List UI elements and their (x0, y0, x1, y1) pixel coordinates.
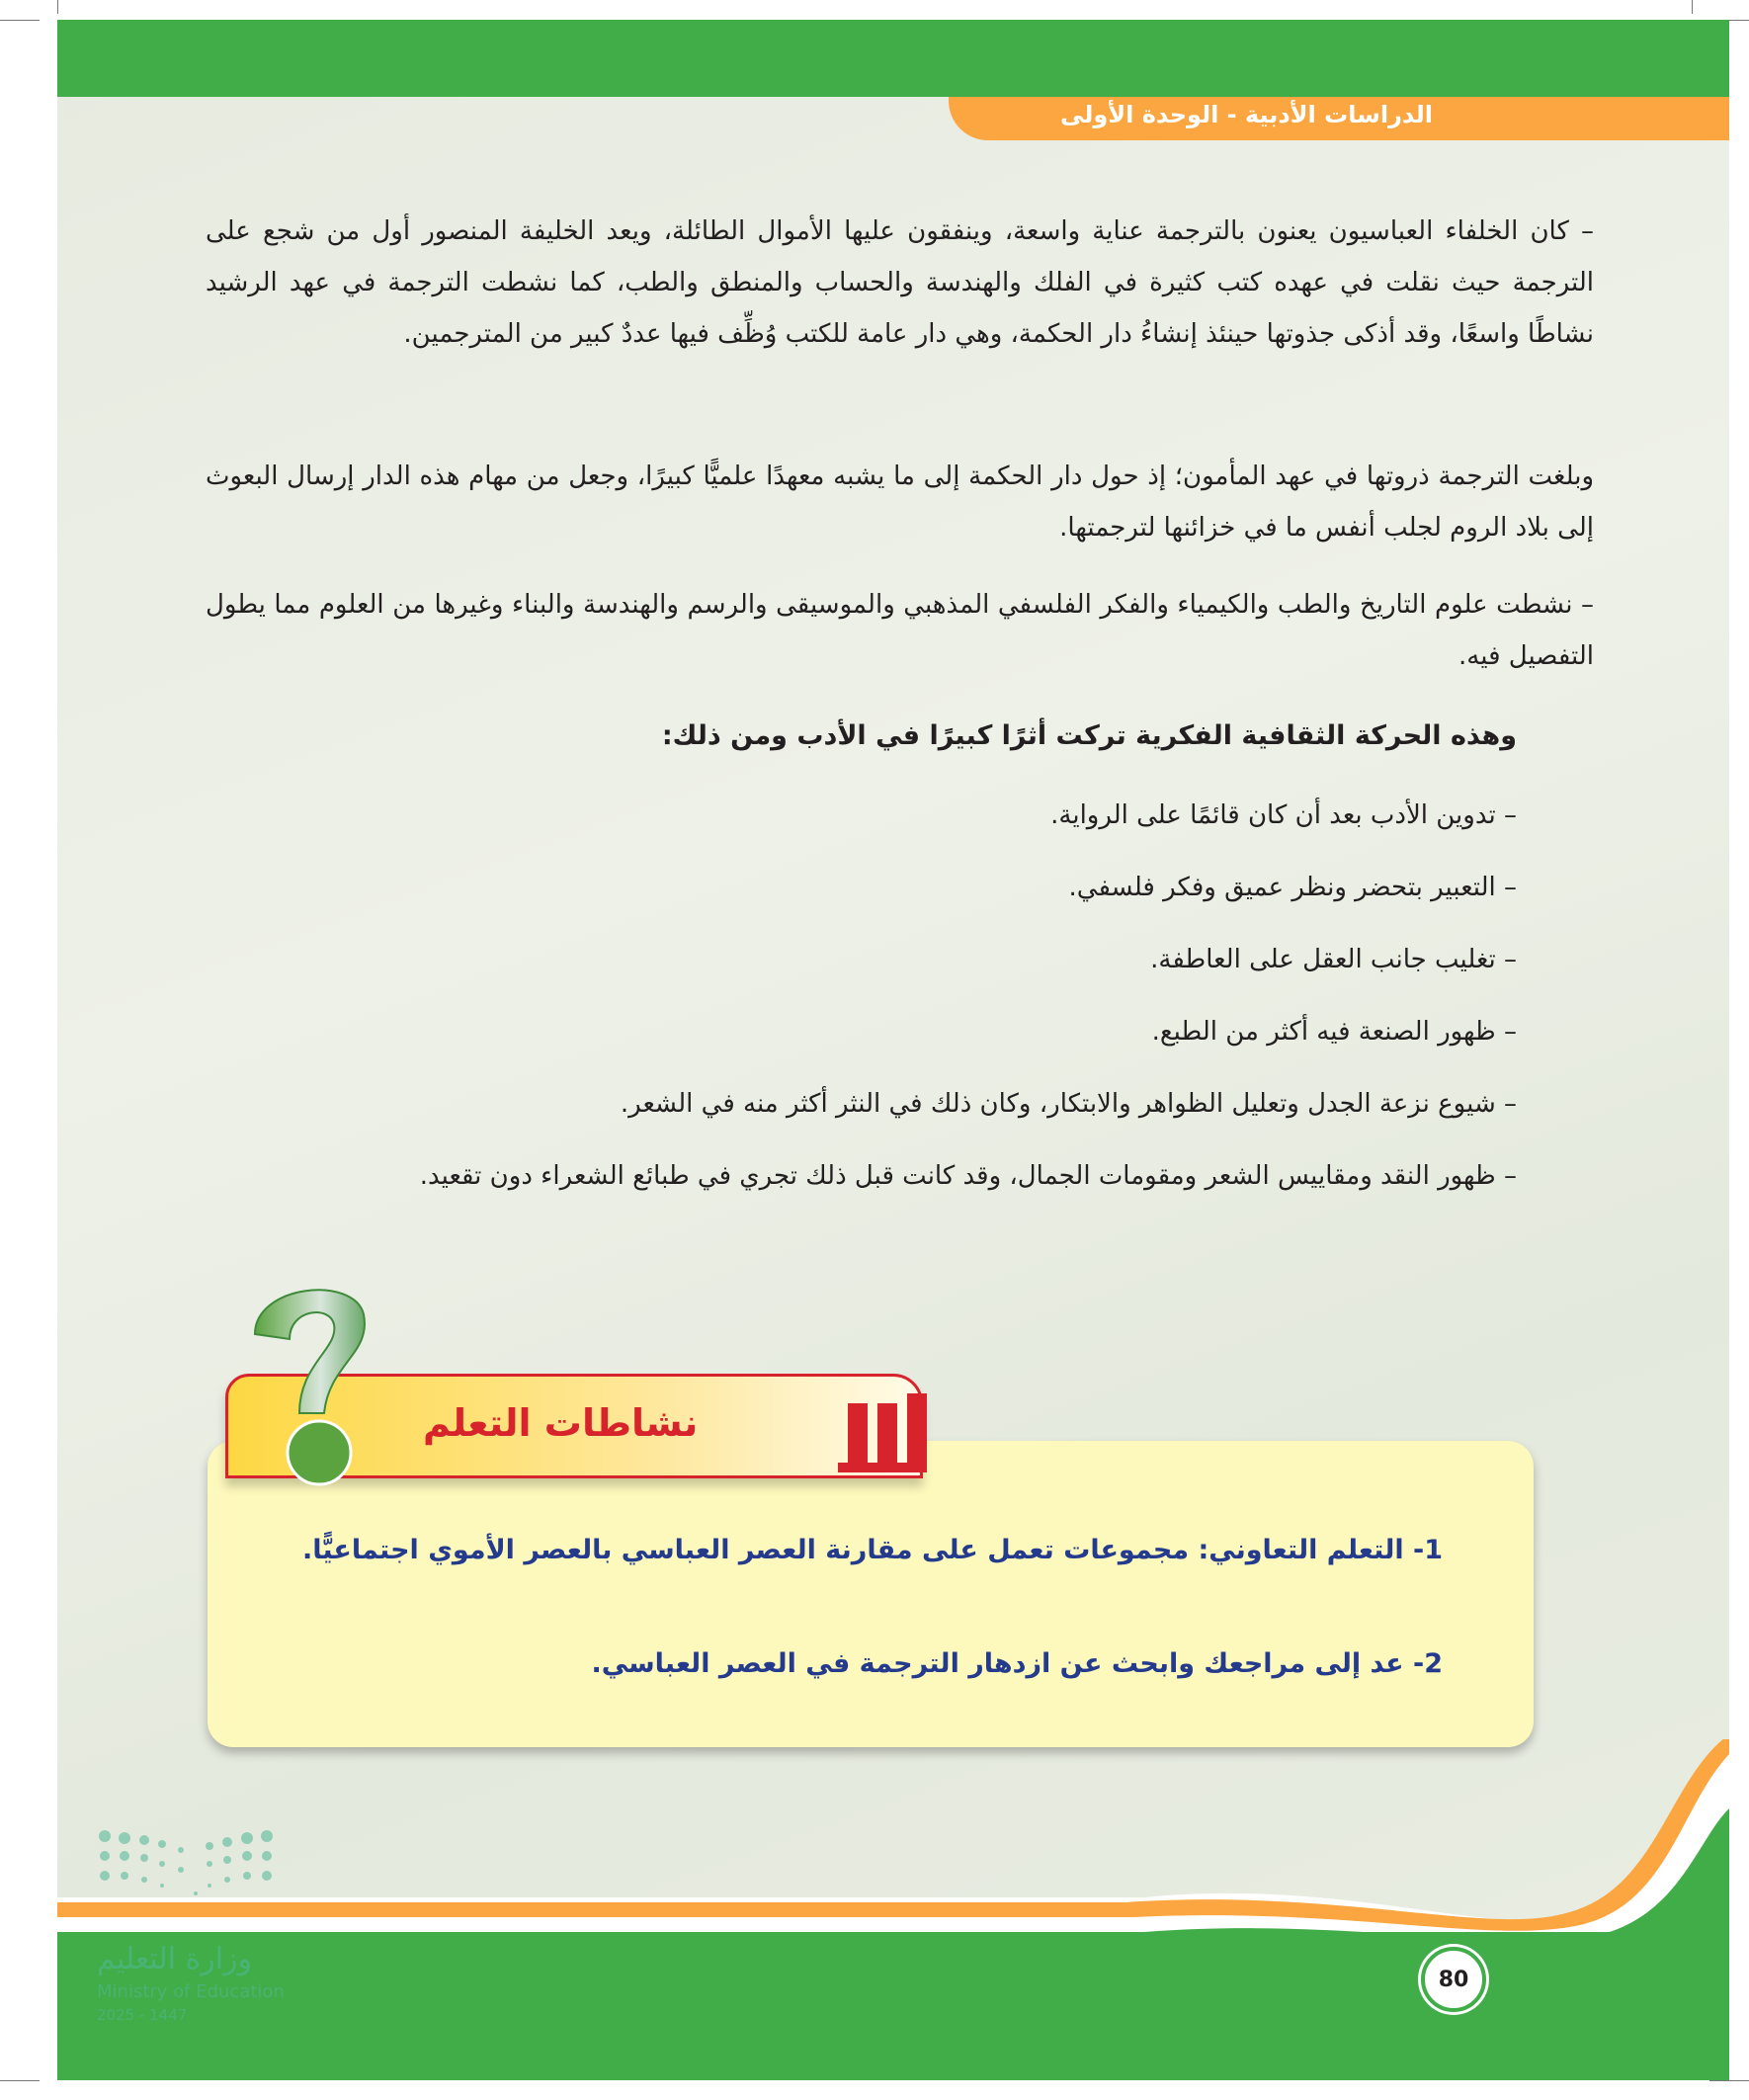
unit-header-bar (949, 97, 1729, 140)
page-number: 80 (1421, 1947, 1486, 2012)
banner-ribbon-icon (828, 1384, 937, 1477)
question-mark-icon (245, 1275, 393, 1492)
activity-item-2: 2- عد إلى مراجعك وابحث عن ازدهار الترجمة في العصر العباسي. (591, 1648, 1443, 1679)
activities-title: نشاطات التعلم (423, 1401, 699, 1445)
paragraph-1: – كان الخلفاء العباسيون يعنون بالترجمة عناية واسعة، وينفقون عليها الأموال الطائلة، ويعد الخليفة المنصور أول من شجع على الترجمة حيث نقلت في عهده كتب كثيرة في الفلك والهندسة والحساب والمنطق والطب، كما نشطت الترجمة في عهد الرشيد نشاطًا واسعًا، وقد أذكى جذوتها حينئذ إنشاءُ دار الحكمة، وهي دار عامة للكتب وُظِّف فيها عددٌ كبير من المترجمين. (206, 216, 1594, 349)
activities-box (208, 1441, 1534, 1747)
ministry-year: 2025 - 1447 (97, 2006, 188, 2024)
effect-item: – شيوع نزعة الجدل وتعليل الظواهر والابتكار، وكان ذلك في النثر أكثر منه في الشعر. (620, 1089, 1517, 1119)
effect-item: – تدوين الأدب بعد أن كان قائمًا على الرواية. (1050, 800, 1517, 830)
effect-item: – التعبير بتحضر ونظر عميق وفكر فلسفي. (1068, 873, 1517, 902)
effect-item: – ظهور الصنعة فيه أكثر من الطبع. (1151, 1017, 1517, 1047)
bottom-green-band (57, 1932, 1729, 2080)
textbook-page (57, 20, 1729, 2080)
activity-item-1: 1- التعلم التعاوني: مجموعات تعمل على مقارنة العصر العباسي بالعصر الأموي اجتماعيًّا. (301, 1535, 1443, 1565)
paragraph-3: – نشطت علوم التاريخ والطب والكيمياء والفكر الفلسفي المذهبي والموسيقى والرسم والهندسة والبناء وغيرها من العلوم مما يطول التفصيل فيه. (206, 590, 1594, 671)
footer-wave (57, 1739, 1729, 1957)
ministry-name-english: Ministry of Education (97, 1981, 285, 2002)
paragraph-2: وبلغت الترجمة ذروتها في عهد المأمون؛ إذ حول دار الحكمة إلى ما يشبه معهدًا علميًّا كبيرًا، وجعل من مهام هذه الدار إرسال البعوث إلى بلاد الروم لجلب أنفس ما في خزائنها لترجمتها. (206, 462, 1594, 543)
effects-heading: وهذه الحركة الثقافية الفكرية تركت أثرًا كبيرًا في الأدب ومن ذلك: (661, 720, 1517, 751)
unit-header-title: الدراسات الأدبية - الوحدة الأولى (1060, 101, 1433, 128)
effect-item: – ظهور النقد ومقاييس الشعر ومقومات الجمال، وقد كانت قبل ذلك تجري في طبائع الشعراء دون تقعيد. (419, 1161, 1517, 1191)
top-green-band (57, 20, 1729, 97)
effect-item: – تغليب جانب العقل على العاطفة. (1150, 945, 1517, 974)
ministry-name-arabic: وزارة التعليم (97, 1942, 253, 1976)
